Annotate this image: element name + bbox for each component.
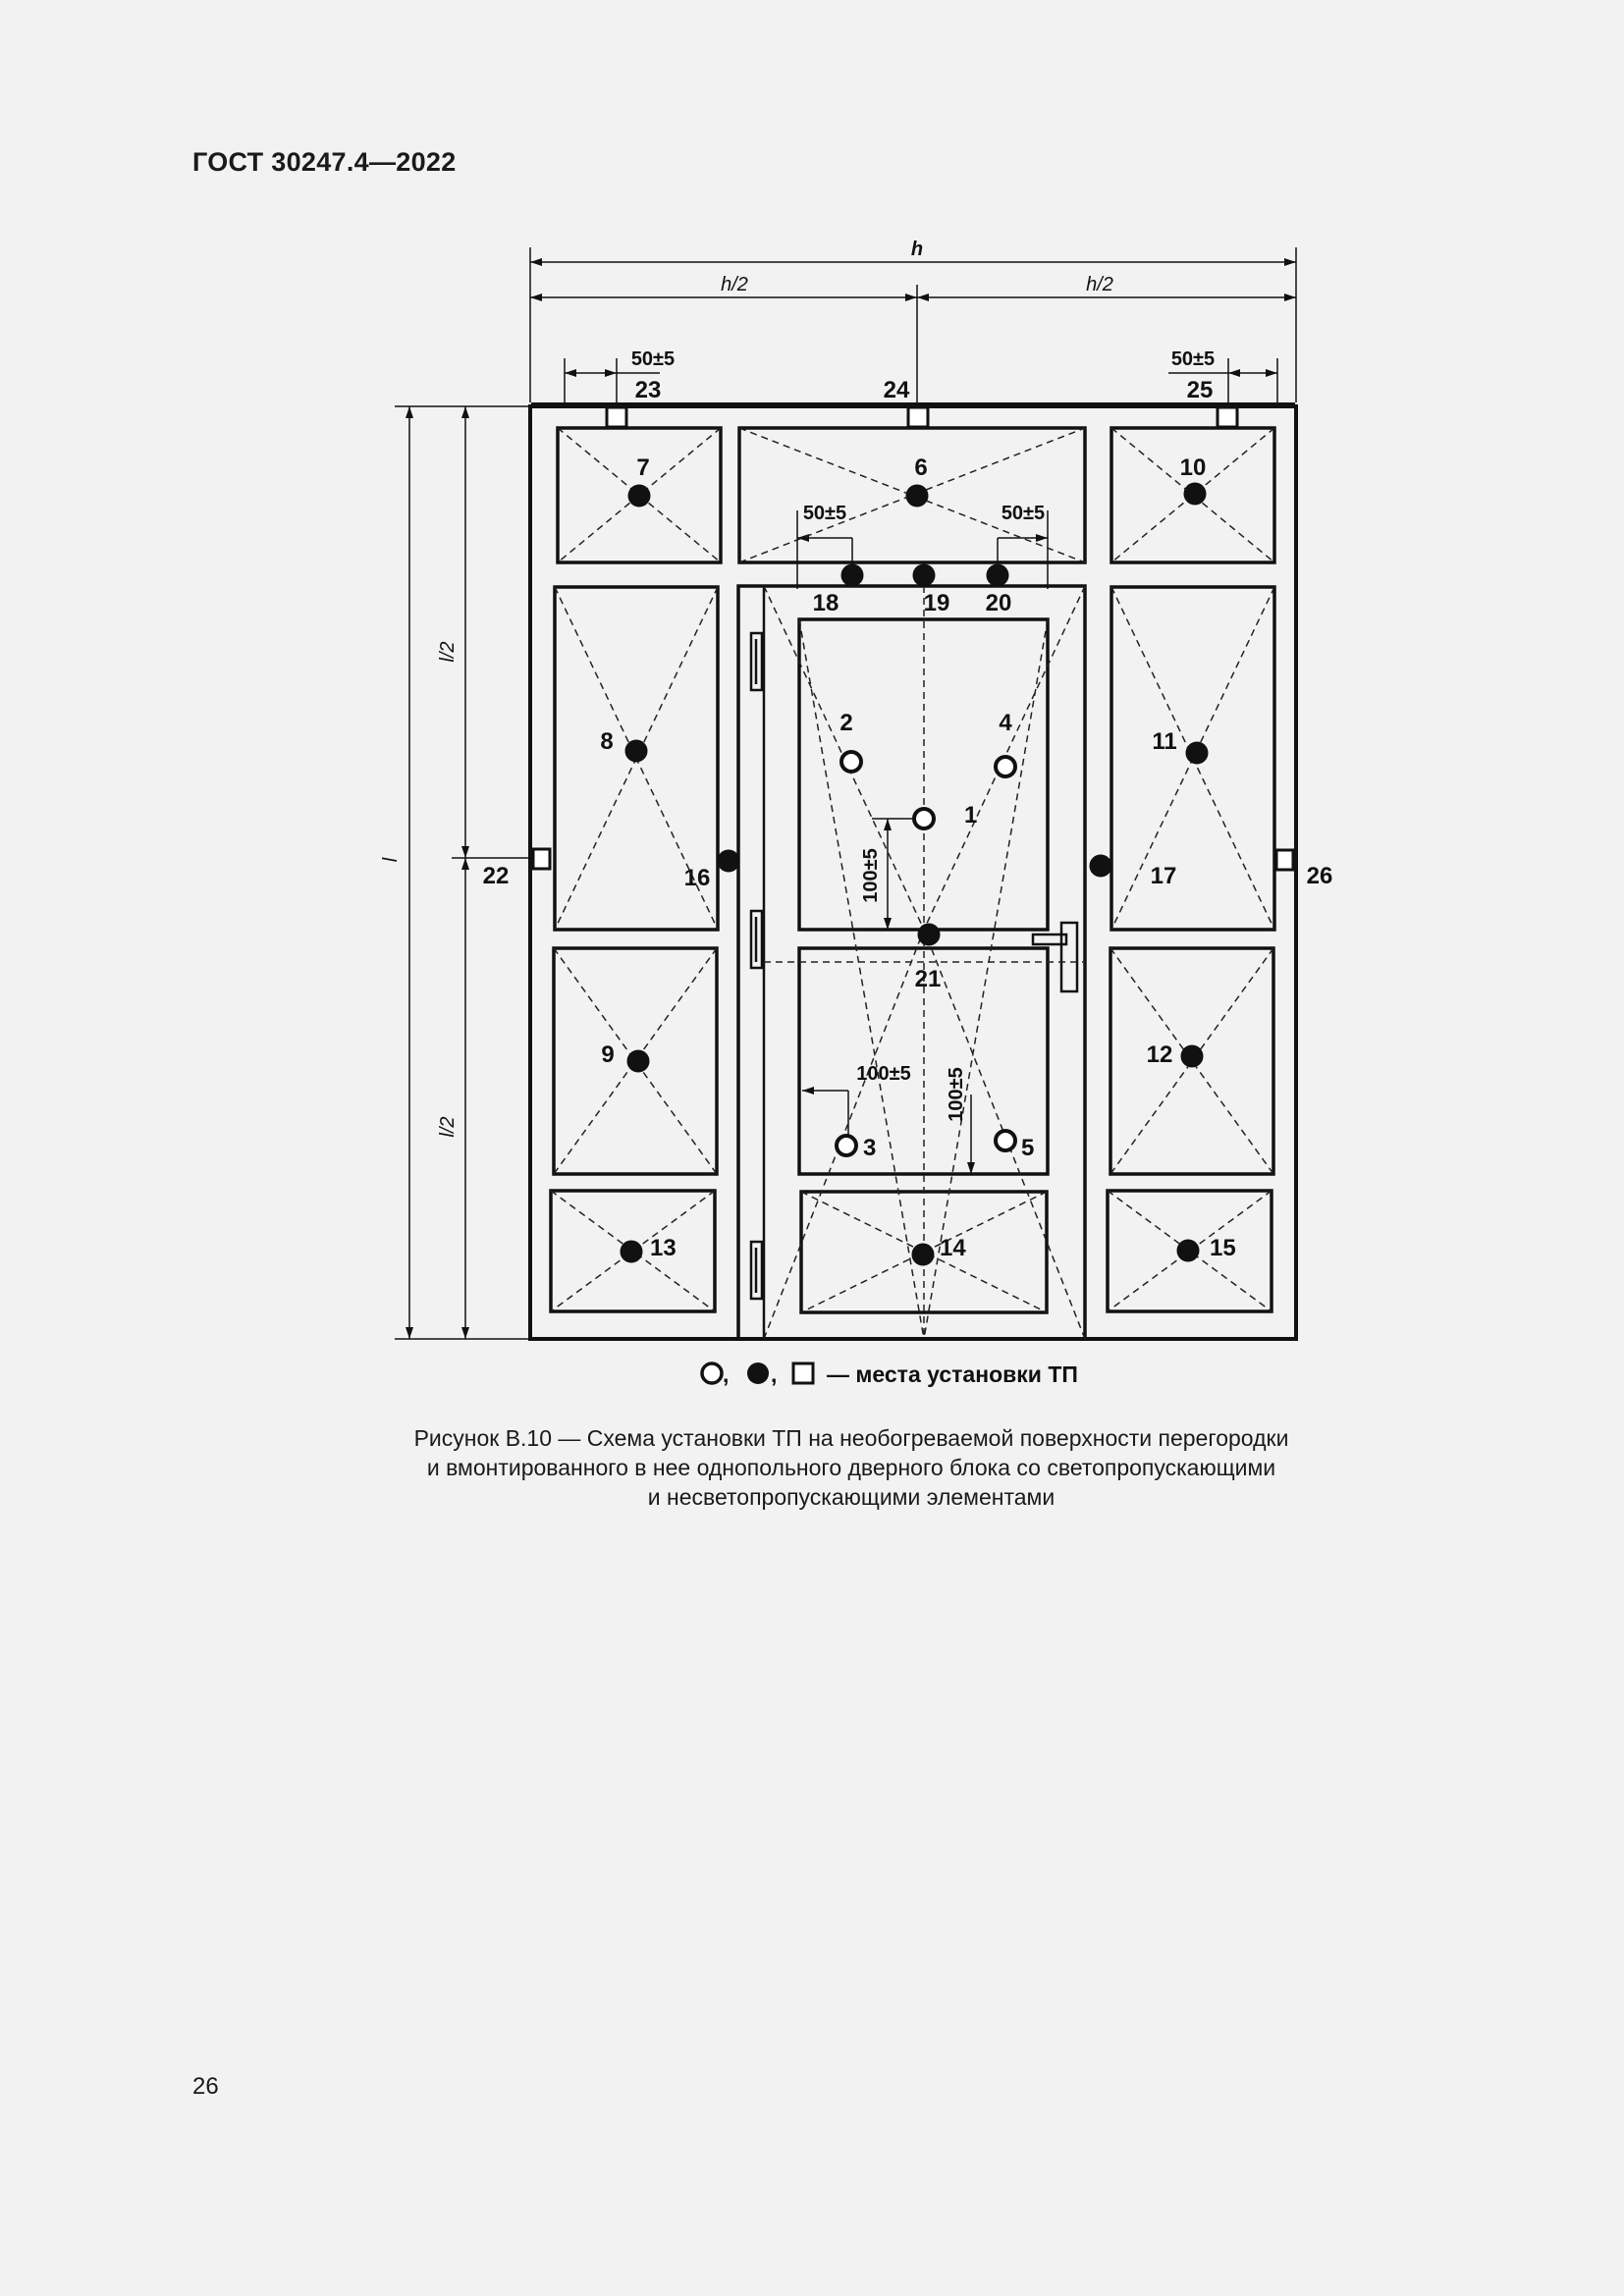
tp-marker-25	[1218, 407, 1237, 427]
tp-marker-23	[607, 407, 626, 427]
point-label-26: 26	[1306, 863, 1333, 889]
point-label-2: 2	[839, 710, 853, 736]
dim-label-50-left: 50±5	[630, 348, 676, 370]
legend	[702, 1362, 1078, 1387]
point-label-15: 15	[1210, 1235, 1236, 1261]
tp-marker-20	[987, 564, 1008, 586]
tp-marker-11	[1186, 742, 1208, 764]
point-label-25: 25	[1186, 377, 1214, 403]
legend-filled-circle-icon	[747, 1362, 769, 1384]
dimension-lines	[409, 262, 1296, 1339]
point-label-18: 18	[812, 590, 839, 616]
standard-code: ГОСТ 30247.4—2022	[192, 147, 457, 177]
caption-line-3: и несветопропускающими элементами	[647, 1484, 1056, 1510]
tp-marker-4	[996, 757, 1015, 776]
tp-marker-5	[996, 1131, 1015, 1150]
dim-label-l-half-bottom: l/2	[437, 1116, 459, 1138]
dim-label-100-point3: 100±5	[856, 1063, 911, 1085]
dim-label-50-point20: 50±5	[1001, 503, 1046, 524]
point-label-4: 4	[999, 710, 1012, 736]
tp-marker-3	[837, 1136, 856, 1155]
point-label-5: 5	[1021, 1135, 1035, 1161]
door-handle	[1061, 923, 1077, 991]
point-label-20: 20	[985, 590, 1012, 616]
point-label-7: 7	[636, 454, 650, 481]
dim-label-50-point18: 50±5	[802, 503, 847, 524]
tp-marker-8	[625, 740, 647, 762]
tp-marker-19	[913, 564, 935, 586]
dim-label-h-half-left: h/2	[721, 274, 748, 295]
legend-hollow-circle-icon	[702, 1363, 722, 1383]
dim-label-h-half-right: h/2	[1086, 274, 1113, 295]
page-number: 26	[192, 2073, 219, 2100]
tp-marker-15	[1177, 1240, 1199, 1261]
legend-square-icon	[793, 1363, 813, 1383]
tp-marker-18	[841, 564, 863, 586]
dimension-labels	[380, 239, 1215, 1138]
tp-marker-9	[627, 1050, 649, 1072]
tp-marker-21	[918, 924, 940, 945]
point-label-10: 10	[1179, 454, 1207, 481]
point-label-3: 3	[863, 1135, 877, 1161]
point-label-9: 9	[601, 1041, 615, 1068]
outer-frame	[530, 406, 1296, 1339]
legend-separator-1: ,	[723, 1362, 730, 1387]
point-label-6: 6	[914, 454, 928, 481]
tp-marker-13	[621, 1241, 642, 1262]
point-label-16: 16	[683, 865, 711, 891]
legend-separator-2: ,	[771, 1362, 778, 1387]
dim-label-l-half-top: l/2	[437, 641, 459, 663]
point-label-22: 22	[482, 863, 510, 889]
point-label-12: 12	[1146, 1041, 1173, 1068]
tp-marker-17	[1090, 855, 1111, 877]
point-label-11: 11	[1152, 728, 1177, 755]
tp-marker-26	[1276, 850, 1293, 870]
point-label-19: 19	[923, 590, 950, 616]
point-label-21: 21	[914, 966, 942, 992]
caption-line-1: Рисунок В.10 — Схема установки ТП на необогреваемой поверхности перегородки	[413, 1425, 1289, 1451]
tp-marker-6	[906, 485, 928, 507]
point-label-1: 1	[964, 802, 978, 828]
dim-label-100-point1: 100±5	[860, 848, 882, 903]
tp-marker-2	[841, 752, 861, 772]
tp-marker-12	[1181, 1045, 1203, 1067]
dim-label-50-right: 50±5	[1170, 348, 1216, 370]
figure-caption	[223, 1423, 1480, 1512]
dim-label-h: h	[910, 239, 924, 260]
point-label-13: 13	[650, 1235, 677, 1261]
tp-marker-16	[718, 850, 739, 872]
dim-label-l: l	[380, 857, 402, 863]
tp-marker-7	[628, 485, 650, 507]
caption-line-2: и вмонтированного в нее однопольного дверного блока со светопропускающими	[426, 1455, 1276, 1480]
partition-frame	[530, 403, 1296, 1339]
tp-marker-24	[908, 407, 928, 427]
point-label-14: 14	[940, 1235, 966, 1261]
legend-text: — места установки ТП	[827, 1362, 1078, 1387]
tp-marker-14	[912, 1244, 934, 1265]
point-label-17: 17	[1150, 863, 1177, 889]
tp-marker-1	[914, 809, 934, 828]
tp-marker-22	[533, 849, 550, 869]
point-label-8: 8	[600, 728, 614, 755]
point-label-23: 23	[634, 377, 662, 403]
point-label-24: 24	[883, 377, 910, 403]
thermocouple-markers	[533, 407, 1293, 1265]
dim-label-100-point5: 100±5	[946, 1067, 967, 1122]
tp-marker-10	[1184, 483, 1206, 505]
